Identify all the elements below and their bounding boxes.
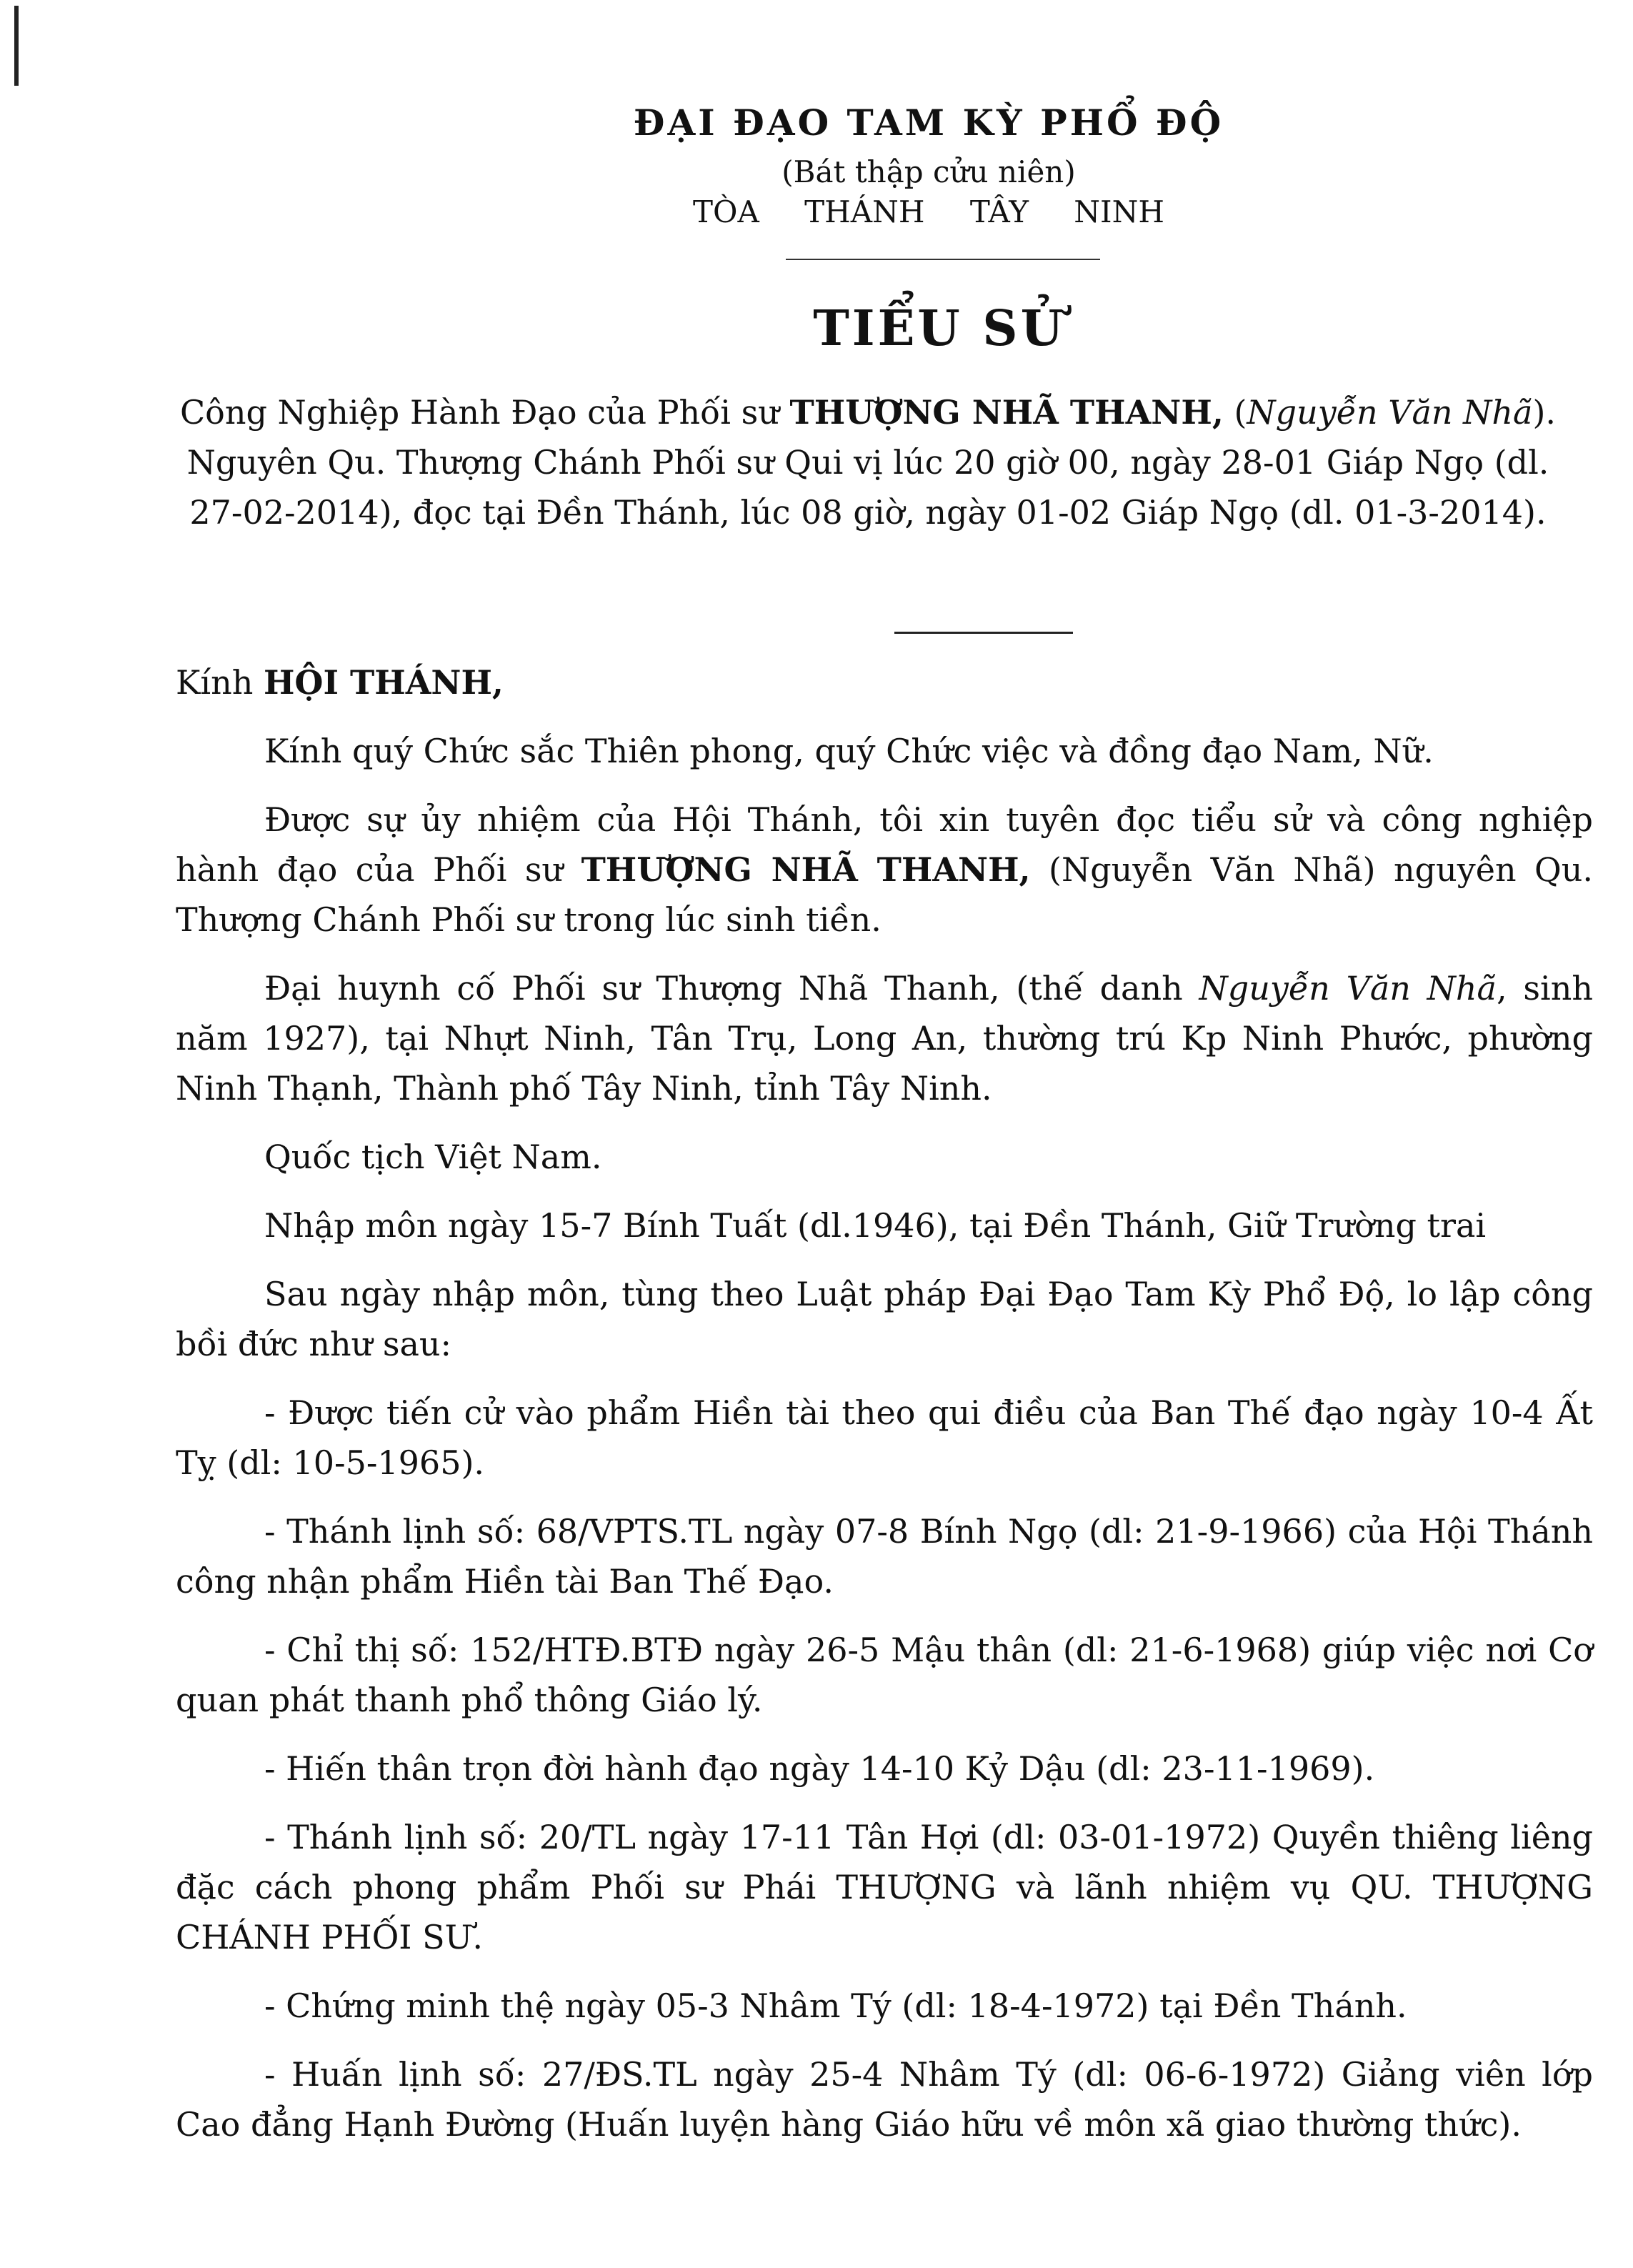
organization-heading: ĐẠI ĐẠO TAM KỲ PHỔ ĐỘ xyxy=(633,101,1224,144)
document-subtitle xyxy=(171,387,1564,537)
intro-paragraph xyxy=(176,795,1593,945)
subtitle-text: ). Nguyên Qu. Thượng Chánh Phối sư Qui vị lúc 20 giờ 00, ngày 28-01 Giáp Ngọ (dl. 27-02-2014), đọc tại Đền Thánh, lúc 08 giờ, ngày 01-02 Giáp Ngọ (dl. 01-3-2014). xyxy=(186,393,1557,532)
subtitle-name: THƯỢNG NHÃ THANH, xyxy=(789,393,1224,432)
salutation-addressee: HỘI THÁNH, xyxy=(263,663,504,702)
greeting-paragraph: Kính quý Chức sắc Thiên phong, quý Chức việc và đồng đạo Nam, Nữ. xyxy=(264,732,1434,770)
intro-name: THƯỢNG NHÃ THANH, xyxy=(581,850,1031,889)
bio-text: Đại huynh cố Phối sư Thượng Nhã Thanh, (thế danh xyxy=(264,969,1199,1008)
salutation xyxy=(176,657,1593,707)
scan-edge-mark xyxy=(14,6,19,86)
subtitle-secular-name: Nguyễn Văn Nhã xyxy=(1247,393,1533,432)
salutation-prefix: Kính xyxy=(176,663,264,702)
subtitle-text: ( xyxy=(1223,393,1247,432)
holy-see-label: TÒA THÁNH xyxy=(693,194,925,229)
nationality-paragraph: Quốc tịch Việt Nam. xyxy=(264,1138,602,1176)
career-item: - Chỉ thị số: 152/HTĐ.BTĐ ngày 26-5 Mậu thân (dl: 21-6-1968) giúp việc nơi Cơ quan phát thanh phổ thông Giáo lý. xyxy=(176,1631,1593,1719)
career-item: - Thánh lịnh số: 68/VPTS.TL ngày 07-8 Bính Ngọ (dl: 21-9-1966) của Hội Thánh công nhận phẩm Hiền tài Ban Thế Đạo. xyxy=(176,1512,1593,1601)
career-item: - Được tiến cử vào phẩm Hiền tài theo qui điều của Ban Thế đạo ngày 10-4 Ất Tỵ (dl: 10-5-1965). xyxy=(176,1393,1593,1482)
header-divider xyxy=(786,259,1100,260)
career-item: - Huấn lịnh số: 27/ĐS.TL ngày 25-4 Nhâm Tý (dl: 06-6-1972) Giảng viên lớp Cao đẳng Hạnh Đường (Huấn luyện hàng Giáo hữu về môn xã giao thường thức). xyxy=(176,2055,1593,2144)
bio-secular-name: Nguyễn Văn Nhã xyxy=(1199,969,1497,1008)
biography-paragraph xyxy=(176,963,1593,1113)
career-item: - Thánh lịnh số: 20/TL ngày 17-11 Tân Hợi (dl: 03-01-1972) Quyền thiêng liêng đặc cách phong phẩm Phối sư Phái THƯỢNG và lãnh nhiệm vụ QU. THƯỢNG CHÁNH PHỐI SƯ. xyxy=(176,1818,1593,1956)
career-item: - Hiến thân trọn đời hành đạo ngày 14-10 Kỷ Dậu (dl: 23-11-1969). xyxy=(264,1749,1375,1788)
title-divider xyxy=(894,632,1073,634)
document-title: TIỂU SỬ xyxy=(813,300,1066,357)
bio-text: , sinh năm 1927), tại Nhựt Ninh, Tân Trụ, Long An, thường trú Kp Ninh Phước, phường Ninh Thạnh, Thành phố Tây Ninh, tỉnh Tây Ninh. xyxy=(176,969,1593,1108)
career-item: - Chứng minh thệ ngày 05-3 Nhâm Tý (dl: 18-4-1972) tại Đền Thánh. xyxy=(264,1986,1407,2025)
province-label: TÂY NINH xyxy=(969,194,1164,229)
after-entry-paragraph: Sau ngày nhập môn, tùng theo Luật pháp Đại Đạo Tam Kỳ Phổ Độ, lo lập công bồi đức như sau: xyxy=(176,1275,1593,1363)
document-body xyxy=(176,657,1593,2168)
intro-text: (Nguyễn Văn Nhã) nguyên Qu. Thượng Chánh Phối sư trong lúc sinh tiền. xyxy=(176,850,1593,939)
subtitle-text: Công Nghiệp Hành Đạo của Phối sư xyxy=(179,393,790,432)
era-line: (Bát thập cửu niên) xyxy=(781,154,1076,189)
entry-paragraph: Nhập môn ngày 15-7 Bính Tuất (dl.1946), tại Đền Thánh, Giữ Trường trai xyxy=(264,1206,1487,1245)
location-line xyxy=(357,194,1500,229)
intro-text: Được sự ủy nhiệm của Hội Thánh, tôi xin tuyên đọc tiểu sử và công nghiệp hành đạo của Phối sư xyxy=(176,800,1593,889)
